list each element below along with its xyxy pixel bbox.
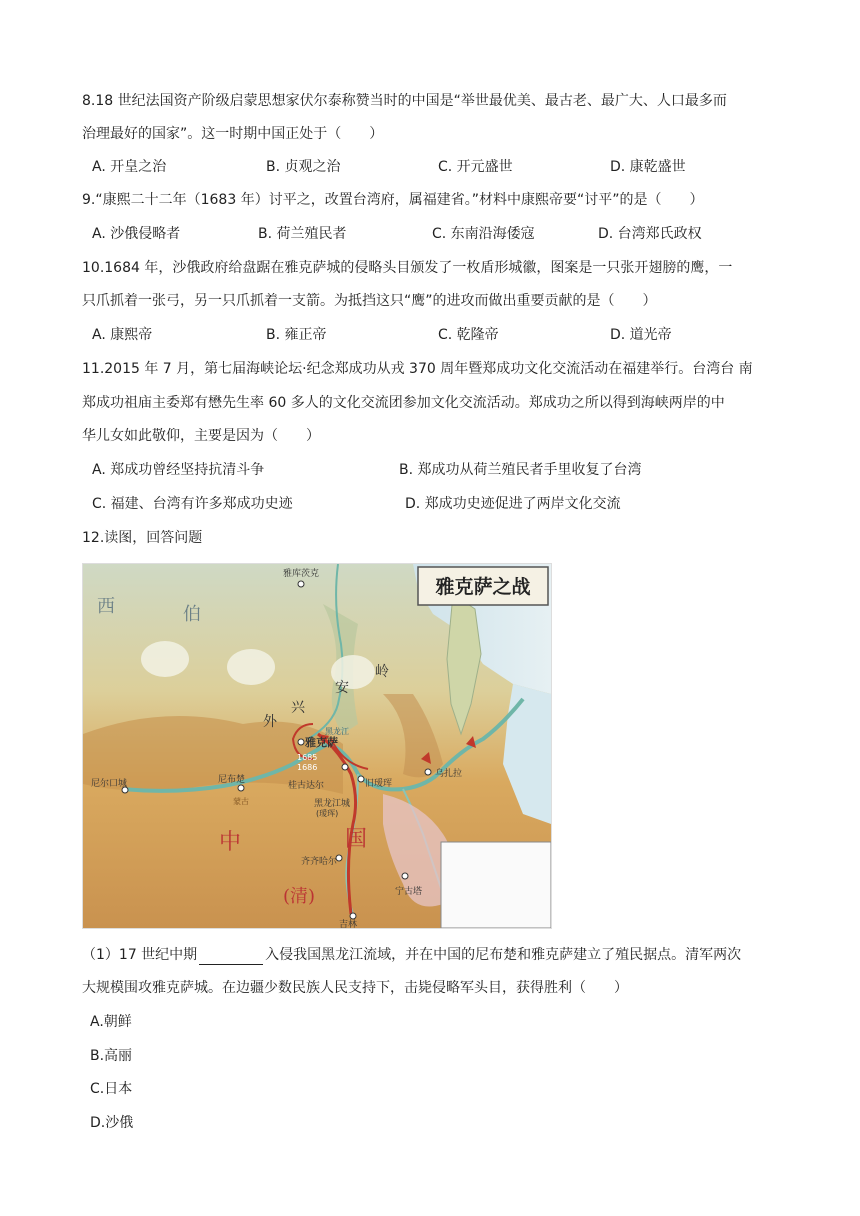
q8-options: [92, 157, 772, 177]
label-wai: 外: [263, 714, 277, 730]
q8-stem-line2: 治理最好的国家”。这一时期中国正处于（ ）: [82, 126, 384, 142]
label-guiyida: 桂古达尔: [288, 781, 325, 791]
label-bo: 伯: [183, 604, 201, 625]
q10-stem-line1: 10.1684 年，沙俄政府给盘踞在雅克萨城的侵略头目颁发了一枚盾形城徽，图案是一只张开翅膀的鹰，一: [82, 260, 733, 276]
q12-option-c[interactable]: C.日本: [90, 1081, 133, 1097]
label-nerchinsk-city: 尼尔口城: [91, 779, 128, 789]
q8-option-c[interactable]: C. 开元盛世: [438, 159, 513, 175]
q8-option-b[interactable]: B. 贞观之治: [266, 159, 341, 175]
q10-option-b[interactable]: B. 雍正帝: [266, 327, 327, 343]
q11-options-row2: [92, 494, 772, 514]
label-xi: 西: [97, 596, 115, 617]
q9-option-c[interactable]: C. 东南沿海倭寇: [432, 226, 535, 242]
q9-options: [92, 224, 772, 244]
q9-stem-line1: 9.“康熙二十二年（1683 年）讨平之，改置台湾府，属福建省。”材料中康熙帝要“讨平”的是（ ）: [82, 192, 704, 208]
q8-stem-line1: 8.18 世纪法国资产阶级启蒙思想家伏尔泰称赞当时的中国是“举世最优美、最古老、最广大、人口最多而: [82, 93, 727, 109]
q12-option-b[interactable]: B.高丽: [90, 1048, 133, 1064]
q12-stem: 12.读图，回答问题: [82, 530, 203, 546]
q10-option-a[interactable]: A. 康熙帝: [92, 327, 153, 343]
label-nerchinsk: 尼布楚: [218, 775, 246, 785]
q11-stem-line2: 郑成功祖庙主委郑有懋先生率 60 多人的文化交流团参加文化交流活动。郑成功之所以得到海峡两岸的中: [82, 395, 725, 411]
label-yaksa: 雅克萨: [305, 736, 338, 749]
q9-option-a[interactable]: A. 沙俄侵略者: [92, 226, 181, 242]
label-wuzhala: 乌扎拉: [435, 769, 463, 779]
q11-stem-line1: 11.2015 年 7 月，第七届海峡论坛·纪念郑成功从戎 370 周年暨郑成功文化交流活动在福建举行。台湾台 南: [82, 361, 753, 377]
label-heilongjiang-city: 黑龙江城: [314, 799, 351, 809]
yaksa-battle-map: [82, 563, 552, 929]
label-year-1686: 1686: [297, 763, 318, 772]
label-jilin: 吉林: [339, 920, 358, 928]
label-ningguta: 宁古塔: [395, 887, 423, 897]
q12-option-d[interactable]: D.沙俄: [90, 1115, 134, 1131]
q12-option-a[interactable]: A.朝鲜: [90, 1014, 132, 1030]
q10-option-c[interactable]: C. 乾隆帝: [438, 327, 499, 343]
label-jiuaihun: 旧瑷珲: [365, 779, 393, 789]
label-xing: 兴: [291, 700, 305, 716]
q9-option-b[interactable]: B. 荷兰殖民者: [258, 226, 347, 242]
map-title: 雅克萨之战: [435, 576, 531, 598]
q12-sub1-line2: 大规模围攻雅克萨城。在边疆少数民族人民支持下，击毙侵略军头目，获得胜利（ ）: [82, 980, 628, 996]
label-year-1685: 1685: [297, 753, 318, 762]
q10-option-d[interactable]: D. 道光帝: [610, 327, 672, 343]
q9-option-d[interactable]: D. 台湾郑氏政权: [598, 226, 702, 242]
q12-sub1-suffix: 入侵我国黑龙江流域，并在中国的尼布楚和雅克萨建立了殖民据点。清军两次: [265, 947, 742, 963]
q11-options-row1: [92, 460, 772, 480]
label-heilong-river: 黑龙江: [325, 727, 349, 736]
q11-option-a[interactable]: A. 郑成功曾经坚持抗清斗争: [92, 462, 265, 478]
q8-option-d[interactable]: D. 康乾盛世: [610, 159, 686, 175]
label-guo: 国: [345, 827, 368, 852]
label-yakutsk: 雅库茨克: [283, 569, 320, 579]
label-ling: 岭: [375, 664, 389, 680]
label-heilongjiang-sub: (瑷珲): [316, 809, 339, 818]
q11-option-c[interactable]: C. 福建、台湾有许多郑成功史迹: [92, 496, 293, 512]
label-qing: (清): [283, 886, 316, 907]
q11-option-b[interactable]: B. 郑成功从荷兰殖民者手里收复了台湾: [399, 462, 642, 478]
q10-stem-line2: 只爪抓着一张弓，另一只爪抓着一支箭。为抵挡这只“鹰”的进攻而做出重要贡献的是（ ）: [82, 293, 657, 309]
q12-sub1-prefix: （1）17 世纪中期: [82, 947, 198, 963]
q12-sub1-line1: [82, 945, 741, 965]
q12-sub1-blank[interactable]: [199, 950, 263, 965]
q11-option-d[interactable]: D. 郑成功史迹促进了两岸文化交流: [405, 496, 621, 512]
label-menggu: 蒙古: [233, 797, 249, 806]
q8-option-a[interactable]: A. 开皇之治: [92, 159, 167, 175]
label-qiqihar: 齐齐哈尔: [301, 857, 338, 867]
label-an: 安: [335, 680, 349, 696]
q11-stem-line3: 华儿女如此敬仰，主要是因为（ ）: [82, 428, 320, 444]
label-zhong: 中: [219, 830, 242, 855]
q10-options: [92, 325, 772, 345]
